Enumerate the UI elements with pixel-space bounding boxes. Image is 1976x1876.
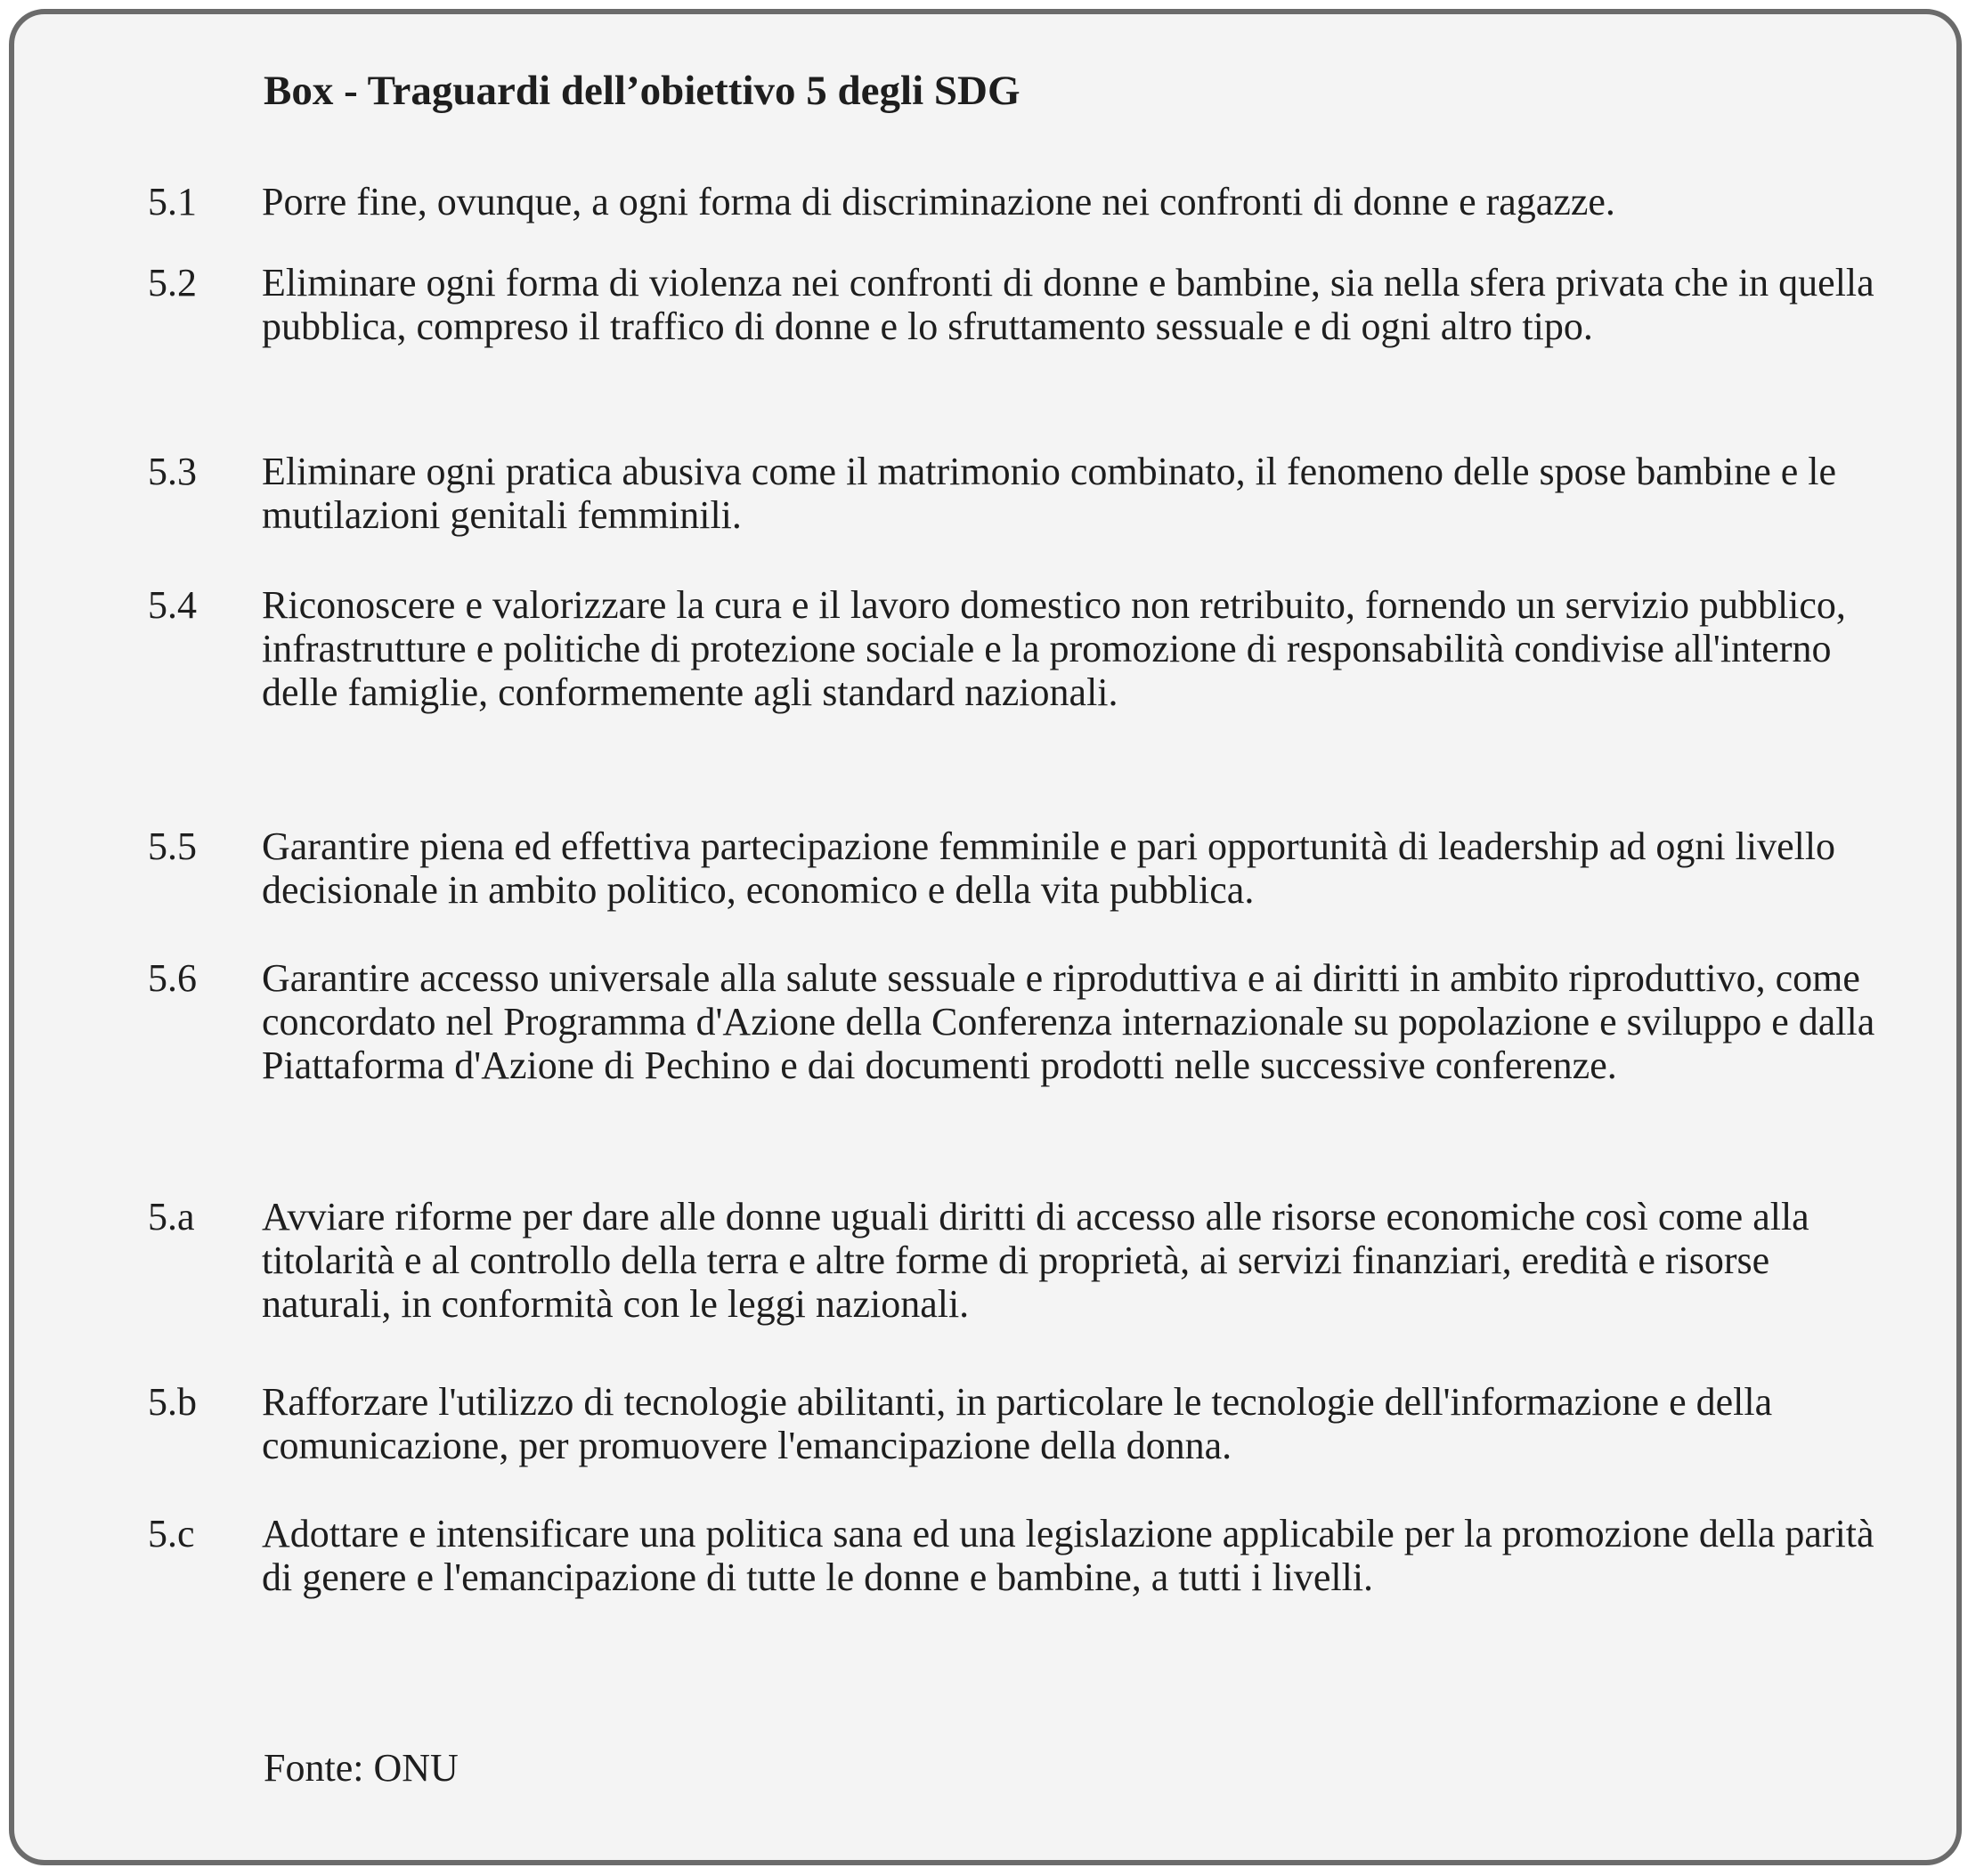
target-text: Adottare e intensificare una politica sana ed una legislazione applicabile per la promozione della parità di genere e l'emancipazione di tutte le donne e bambine, a tutti i livelli. (262, 1512, 1874, 1599)
target-text: Garantire piena ed effettiva partecipazione femminile e pari opportunità di leadership ad ogni livello decisionale in ambito politico, economico e della vita pubblica. (262, 824, 1836, 912)
target-text: Porre fine, ovunque, a ogni forma di discriminazione nei confronti di donne e ragazze. (262, 180, 1615, 223)
target-number: 5.1 (148, 180, 197, 223)
target-number: 5.5 (148, 824, 197, 868)
target-text: Garantire accesso universale alla salute sessuale e riproduttiva e ai diritti in ambito riproduttivo, come concordato nel Programma d'Azione della Conferenza internazionale su popolazione e sviluppo e dalla Piattaforma d'Azione di Pechino e dai documenti prodotti nelle successive conferenze. (262, 956, 1875, 1087)
target-number: 5.c (148, 1512, 195, 1555)
target-number: 5.4 (148, 583, 197, 627)
target-number: 5.2 (148, 261, 197, 305)
box-title: Box - Traguardi dell’obiettivo 5 degli SDG (264, 68, 1021, 114)
target-number: 5.a (148, 1195, 195, 1238)
target-text: Riconoscere e valorizzare la cura e il lavoro domestico non retribuito, fornendo un servizio pubblico, infrastrutture e politiche di protezione sociale e la promozione di responsabilità condivise all'interno delle famiglie, conformemente agli standard nazionali. (262, 583, 1846, 714)
target-number: 5.6 (148, 956, 197, 1000)
target-text: Avviare riforme per dare alle donne uguali diritti di accesso alle risorse economiche così come alla titolarità e al controllo della terra e altre forme di proprietà, ai servizi finanziari, eredità e risorse naturali, in conformità con le leggi nazionali. (262, 1195, 1809, 1326)
target-text: Eliminare ogni forma di violenza nei confronti di donne e bambine, sia nella sfera privata che in quella pubblica, compreso il traffico di donne e lo sfruttamento sessuale e di ogni altro tipo. (262, 261, 1874, 348)
target-text: Eliminare ogni pratica abusiva come il matrimonio combinato, il fenomeno delle spose bambine e le mutilazioni genitali femminili. (262, 450, 1837, 537)
text-box (9, 9, 1962, 1865)
source-note: Fonte: ONU (264, 1746, 459, 1790)
target-number: 5.3 (148, 450, 197, 493)
target-number: 5.b (148, 1380, 197, 1424)
target-text: Rafforzare l'utilizzo di tecnologie abilitanti, in particolare le tecnologie dell'informazione e della comunicazione, per promuovere l'emancipazione della donna. (262, 1380, 1773, 1467)
